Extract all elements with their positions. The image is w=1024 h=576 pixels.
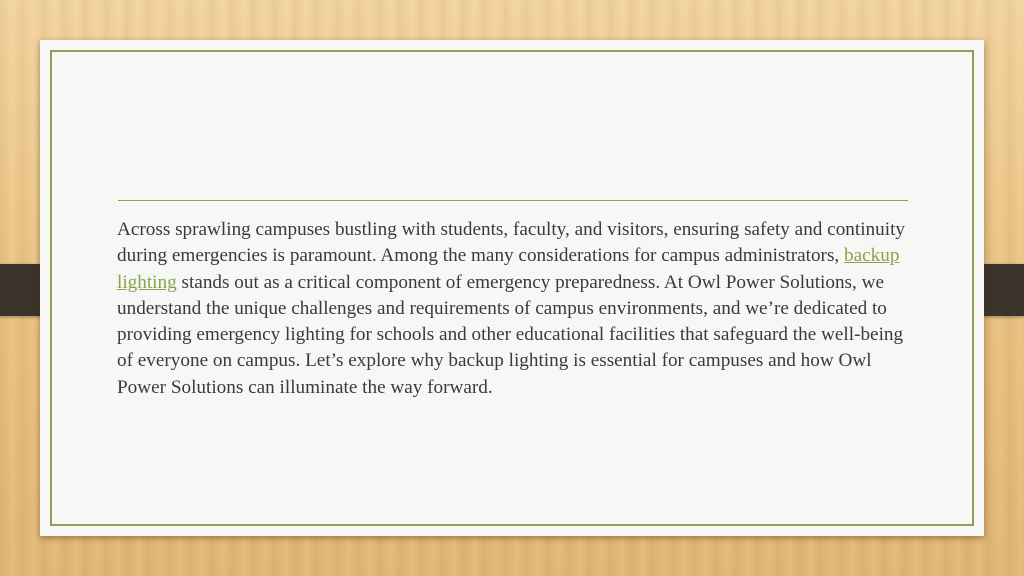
paragraph-text-end: stands out as a critical component of emergency preparedness. At Owl Power Solutions, we understand the unique challenges and requirements of campus environments, and we’re dedicated to providing emergency lighting for schools and other educational facilities that safeguard the well-being of everyone on campus. Let’s explore why backup lighting is essential for campuses and how Owl Power Solutions can illuminate the way forward.: [117, 271, 904, 398]
paragraph-text-start: Across sprawling campuses bustling with students, faculty, and visitors, ensuring safety and continuity during emergencies is paramount. Among the many considerations for campus administrators,: [117, 219, 905, 267]
backup-lighting-link[interactable]: backup lighting: [117, 245, 900, 293]
title-divider: [118, 200, 908, 201]
body-paragraph: [117, 217, 917, 401]
slide-card: [40, 40, 984, 536]
